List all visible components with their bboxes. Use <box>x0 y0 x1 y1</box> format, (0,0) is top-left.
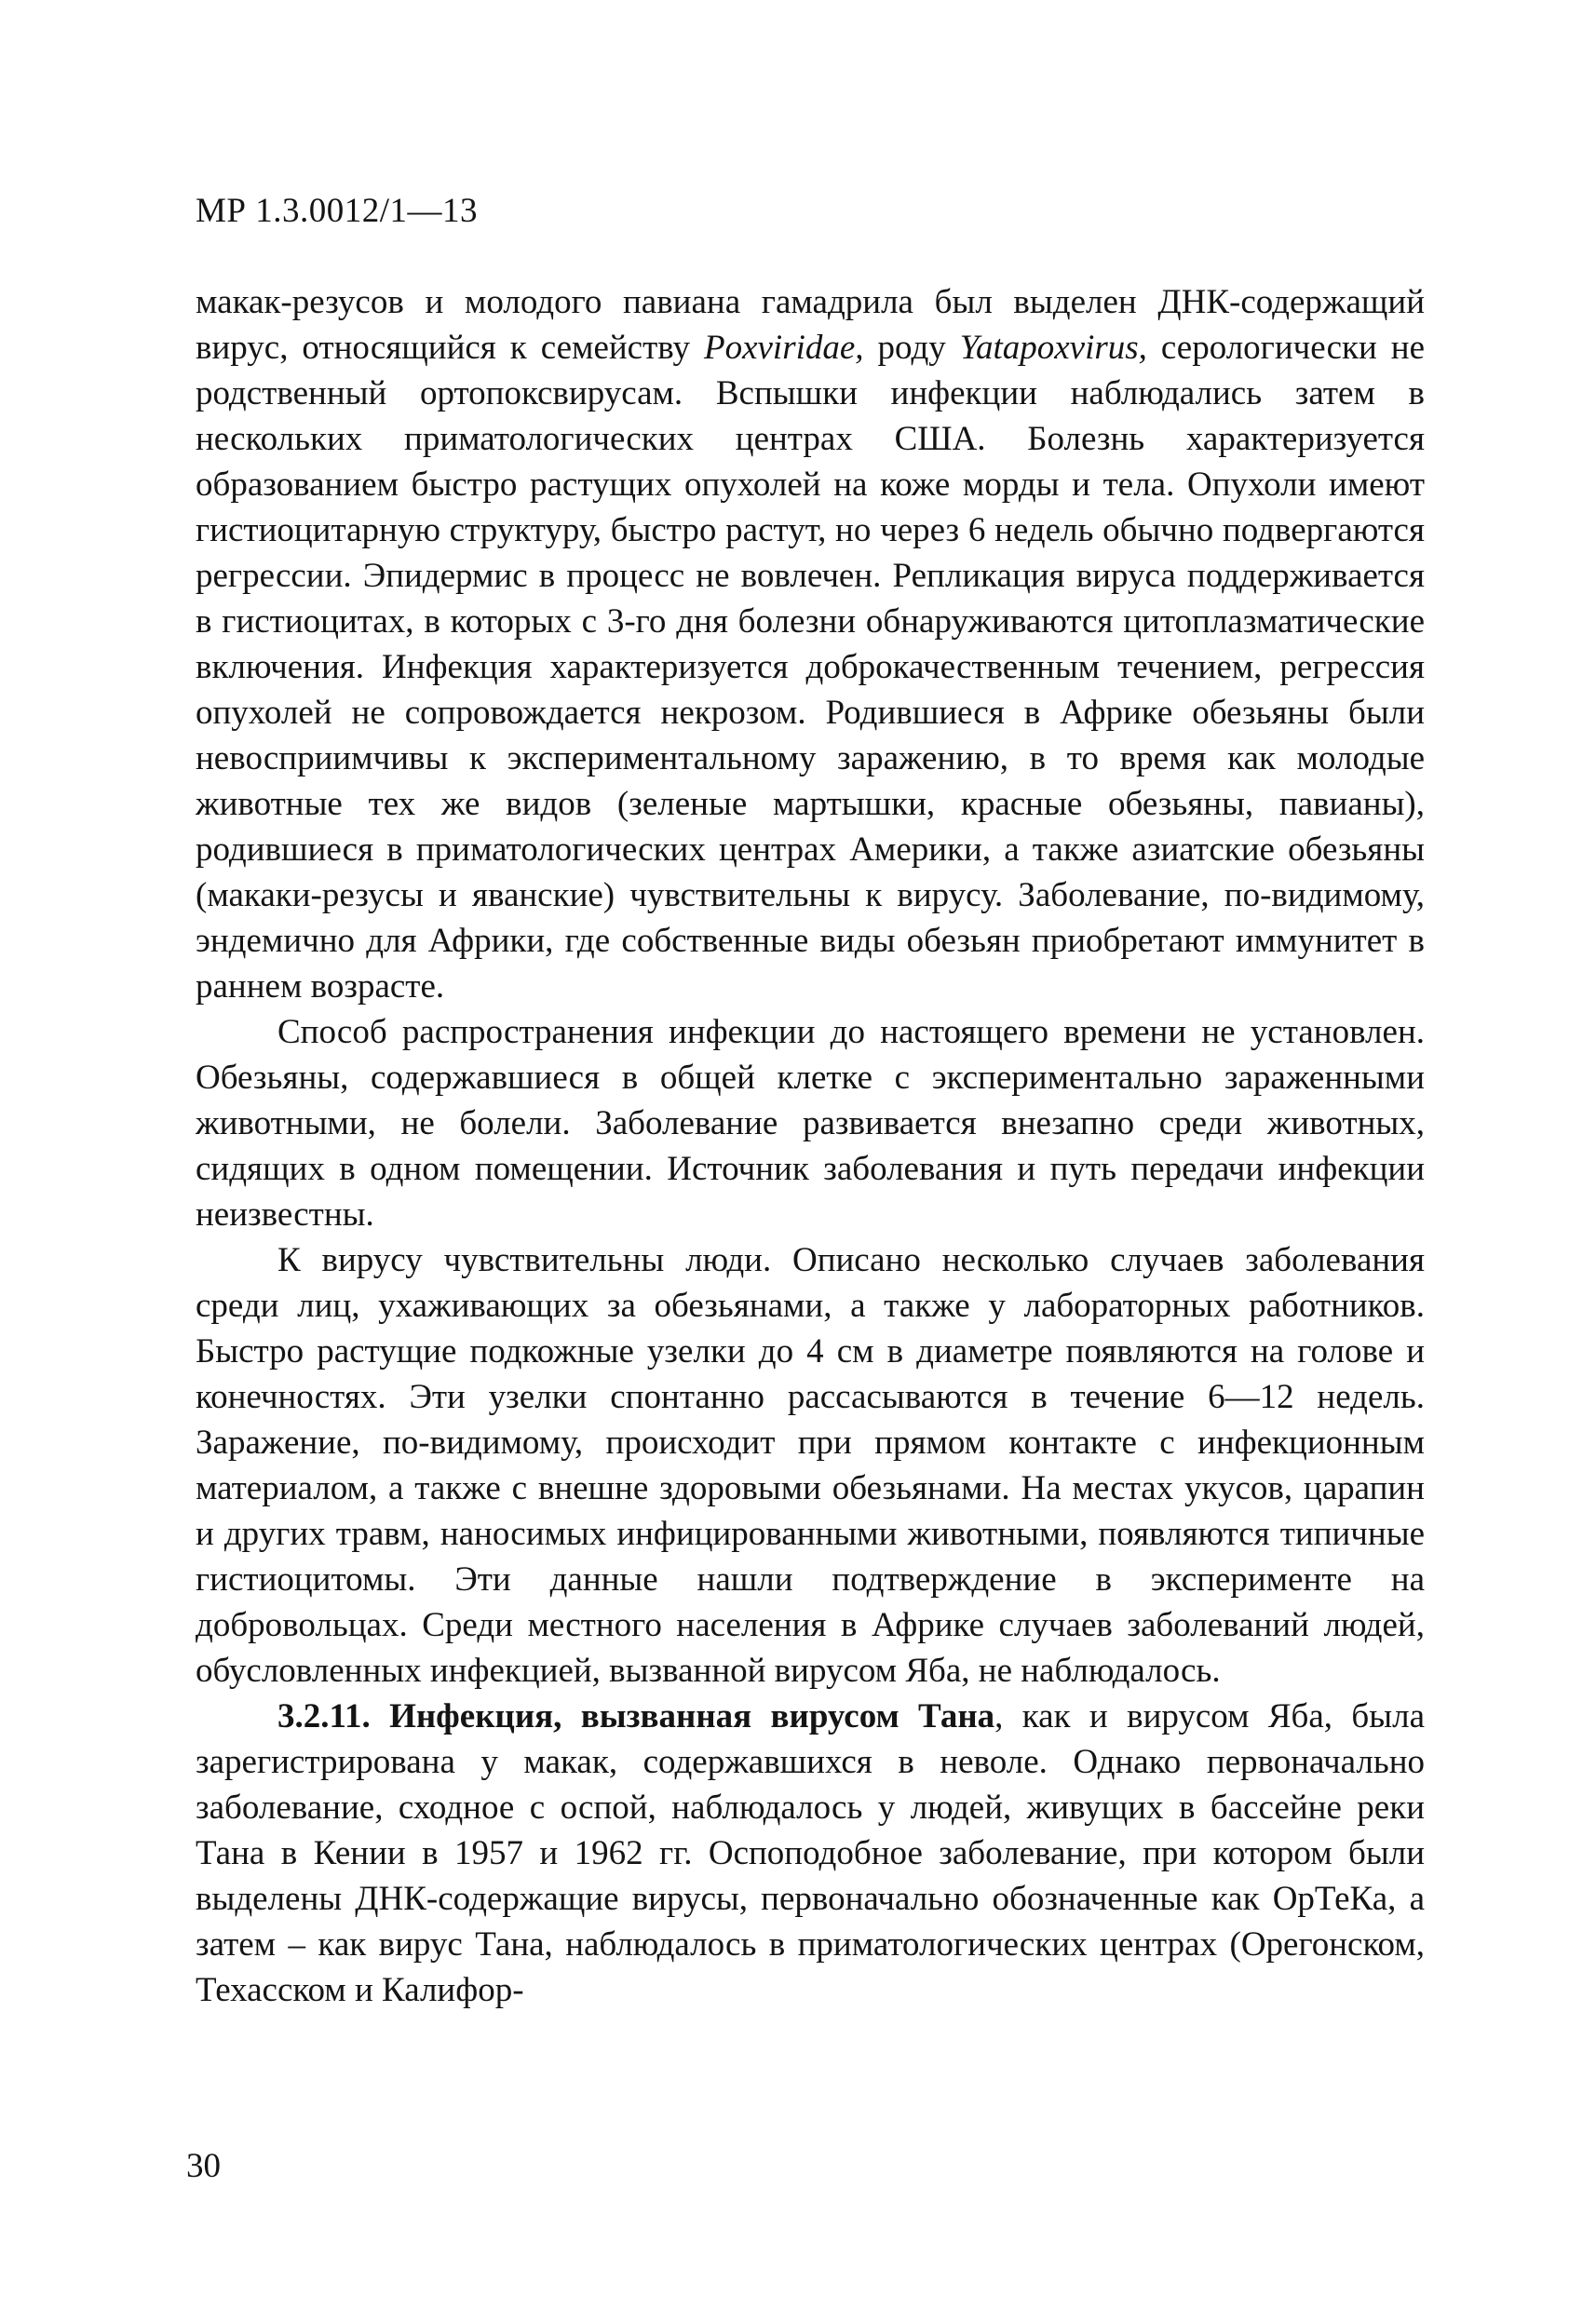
page-number: 30 <box>186 2147 221 2185</box>
paragraph-4-text: , как и вирусом Яба, была зарегистрирована у макак, содержавшихся в неволе. Однако первоначально заболевание, сходное с оспой, наблюдалось у людей, живущих в бассейне реки Тана в Кении в 1957 и 1962 гг. Оспоподобное заболевание, при котором были выделены ДНК-содержащие вирусы, первоначально обозначенные как ОрТеКа, а затем – как вирус Тана, наблюдалось в приматологических центрах (Орегонском, Техасском и Калифор- <box>196 1697 1425 2009</box>
paragraph-1-text-a: макак-резусов и молодого павиана гамадрила был выделен ДНК-содержащий вирус, относящийся к семейству <box>196 283 1425 367</box>
section-heading-3-2-11: 3.2.11. Инфекция, вызванная вирусом Тана <box>277 1697 995 1735</box>
document-code-header: МР 1.3.0012/1—13 <box>196 192 479 230</box>
paragraph-1-text-c: серологически не родственный ортопоксвирусам. Вспышки инфекции наблюдались затем в нескольких приматологических центрах США. Болезнь характеризуется образованием быстро растущих опухолей на коже морды и тела. Опухоли имеют гистиоцитарную структуру, быстро растут, но через 6 недель обычно подвергаются регрессии. Эпидермис в процесс не вовлечен. Репликация вируса поддерживается в гистиоцитах, в которых с 3-го дня болезни обнаруживаются цитоплазматические включения. Инфекция характеризуется доброкачественным течением, регрессия опухолей не сопровождается некрозом. Родившиеся в Африке обезьяны были невосприимчивы к экспериментальному заражению, в то время как молодые животные тех же видов (зеленые мартышки, красные обезьяны, павианы), родившиеся в приматологических центрах Америки, а также азиатские обезьяны (макаки-резусы и яванские) чувствительны к вирусу. Заболевание, по-видимому, эндемично для Африки, где собственные виды обезьян приобретают иммунитет в раннем возрасте. <box>196 329 1426 1006</box>
genus-name-yatapoxvirus: Yatapoxvirus, <box>959 329 1147 367</box>
paragraph-2: Способ распространения инфекции до настоящего времени не установлен. Обезьяны, содержавшиеся в общей клетке с экспериментально зараженными животными, не болели. Заболевание развивается внезапно среди животных, сидящих в одном помещении. Источник заболевания и путь передачи инфекции неизвестны. <box>196 1013 1425 1234</box>
paragraph-3: К вирусу чувствительны люди. Описано несколько случаев заболевания среди лиц, ухаживающих за обезьянами, а также у лабораторных работников. Быстро растущие подкожные узелки до 4 см в диаметре появляются на голове и конечностях. Эти узелки спонтанно рассасываются в течение 6—12 недель. Заражение, по-видимому, происходит при прямом контакте с инфекционным материалом, а также с внешне здоровыми обезьянами. На местах укусов, царапин и других травм, наносимых инфицированными животными, появляются типичные гистиоцитомы. Эти данные нашли подтверждение в эксперименте на добровольцах. Среди местного населения в Африке случаев заболеваний людей, обусловленных инфекцией, вызванной вирусом Яба, не наблюдалось. <box>196 1241 1425 1690</box>
paragraph-1-text-b: роду <box>863 329 960 367</box>
paragraph-1 <box>196 279 1425 1009</box>
paragraph-4 <box>196 1694 1425 2013</box>
family-name-poxviridae: Poxviridae, <box>703 329 864 367</box>
body-text <box>196 279 1425 2013</box>
